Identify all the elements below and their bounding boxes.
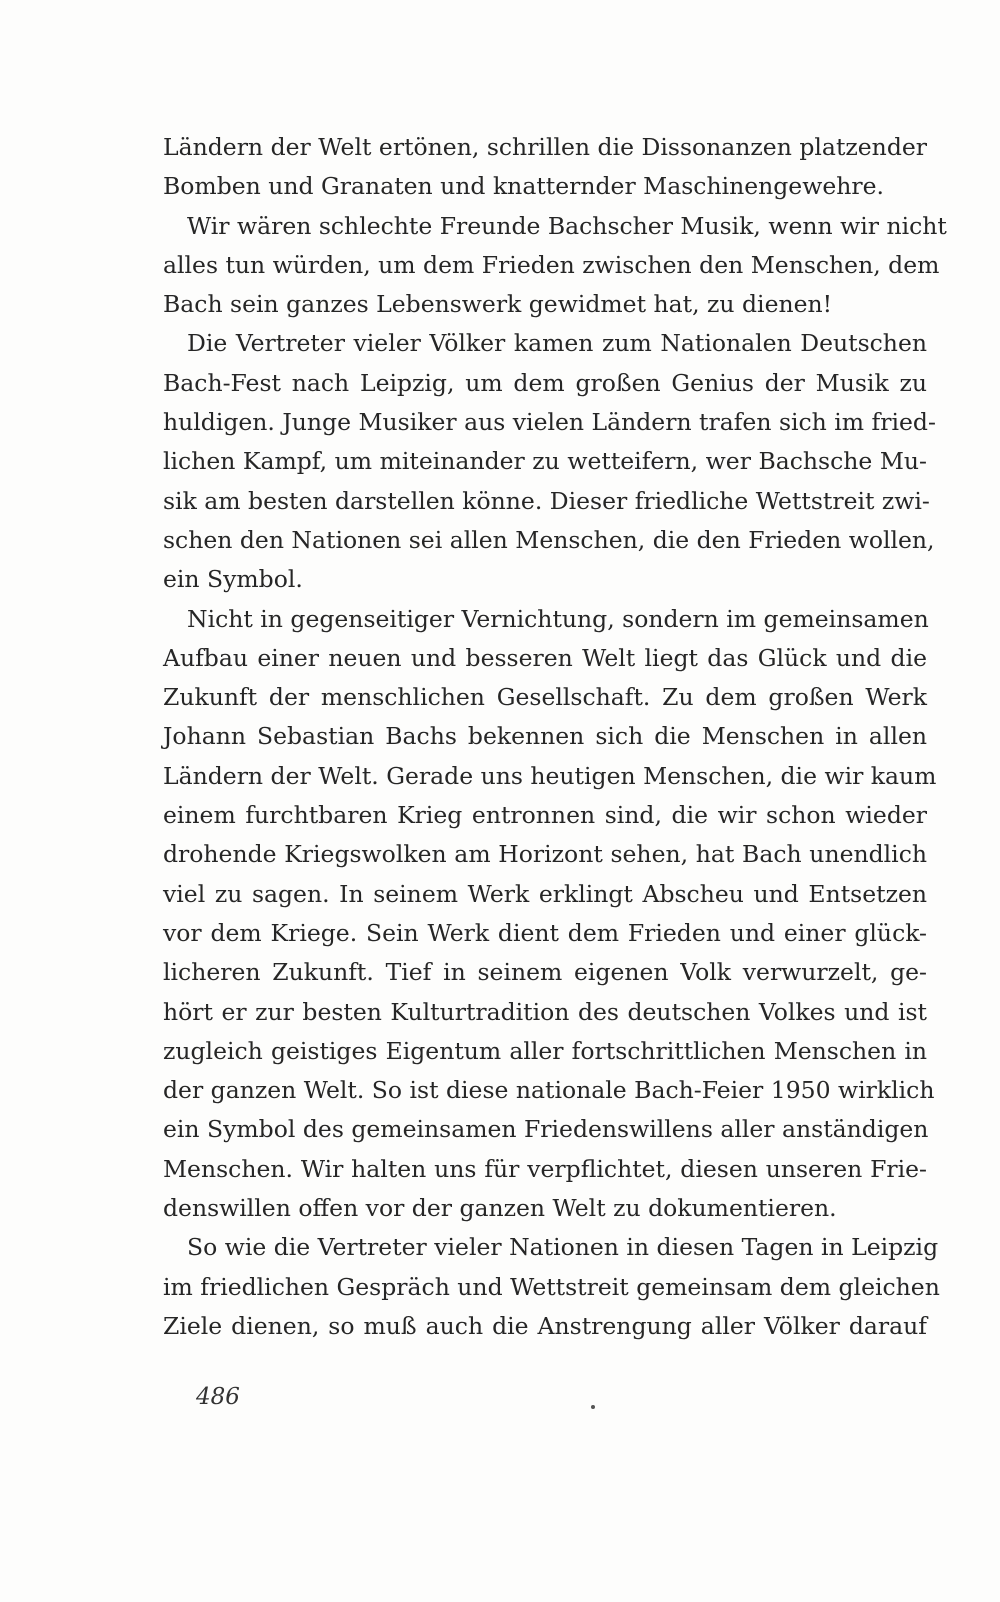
- text-line: Bomben und Granaten und knatternder Maschinengewehre.: [163, 172, 884, 201]
- text-line: im friedlichen Gespräch und Wettstreit gemeinsam dem gleichen: [163, 1272, 940, 1301]
- text-line: zugleich geistiges Eigentum aller fortschrittlichen Menschen in: [163, 1036, 927, 1065]
- paragraph: [163, 324, 936, 599]
- text-line: Ziele dienen, so muß auch die Anstrengung aller Völker darauf: [163, 1311, 927, 1340]
- text-line: schen den Nationen sei allen Menschen, die den Frieden wollen,: [163, 525, 935, 554]
- text-line: ein Symbol des gemeinsamen Friedenswillens aller anständigen: [163, 1115, 929, 1144]
- text-line: Menschen. Wir halten uns für verpflichtet, diesen unseren Frie-: [163, 1154, 927, 1183]
- paragraph: [163, 207, 947, 325]
- text-line: Bach-Fest nach Leipzig, um dem großen Genius der Musik zu: [163, 368, 927, 397]
- paragraph: [163, 600, 937, 1229]
- text-line: Bach sein ganzes Lebenswerk gewidmet hat, zu dienen!: [163, 290, 833, 319]
- text-line: vor dem Kriege. Sein Werk dient dem Frieden und einer glück-: [163, 918, 927, 947]
- body-text: [163, 128, 947, 1346]
- text-line: licheren Zukunft. Tief in seinem eigenen Volk verwurzelt, ge-: [163, 958, 927, 987]
- text-line: So wie die Vertreter vieler Nationen in diesen Tagen in Leipzig: [187, 1233, 939, 1262]
- text-line: ein Symbol.: [163, 565, 303, 594]
- text-line: denswillen offen vor der ganzen Welt zu dokumentieren.: [163, 1194, 837, 1223]
- text-line: Wir wären schlechte Freunde Bachscher Musik, wenn wir nicht: [187, 211, 947, 240]
- text-line: Nicht in gegenseitiger Vernichtung, sondern im gemeinsamen: [187, 604, 929, 633]
- text-line: der ganzen Welt. So ist diese nationale Bach-Feier 1950 wirklich: [163, 1076, 935, 1105]
- text-line: Johann Sebastian Bachs bekennen sich die Menschen in allen: [163, 722, 927, 751]
- print-speck: [591, 1405, 595, 1409]
- paragraph: [163, 128, 927, 207]
- text-line: Zukunft der menschlichen Gesellschaft. Zu dem großen Werk: [163, 683, 927, 712]
- page-number: 486: [196, 1384, 240, 1410]
- text-line: viel zu sagen. In seinem Werk erklingt Abscheu und Entsetzen: [163, 879, 927, 908]
- text-line: Ländern der Welt ertönen, schrillen die Dissonanzen platzender: [163, 133, 927, 161]
- paragraph: [163, 1228, 940, 1346]
- text-line: Die Vertreter vieler Völker kamen zum Nationalen Deutschen: [187, 329, 927, 358]
- text-line: drohende Kriegswolken am Horizont sehen, hat Bach unendlich: [163, 840, 927, 869]
- text-line: alles tun würden, um dem Frieden zwischen den Menschen, dem: [163, 250, 940, 279]
- text-line: Ländern der Welt. Gerade uns heutigen Menschen, die wir kaum: [163, 761, 937, 790]
- text-line: huldigen. Junge Musiker aus vielen Ländern trafen sich im fried-: [163, 408, 936, 437]
- text-line: einem furchtbaren Krieg entronnen sind, die wir schon wieder: [163, 801, 927, 830]
- text-line: sik am besten darstellen könne. Dieser friedliche Wettstreit zwi-: [163, 486, 930, 515]
- text-line: Aufbau einer neuen und besseren Welt liegt das Glück und die: [163, 643, 927, 672]
- text-line: lichen Kampf, um miteinander zu wetteifern, wer Bachsche Mu-: [163, 447, 927, 476]
- text-line: hört er zur besten Kulturtradition des deutschen Volkes und ist: [163, 997, 927, 1026]
